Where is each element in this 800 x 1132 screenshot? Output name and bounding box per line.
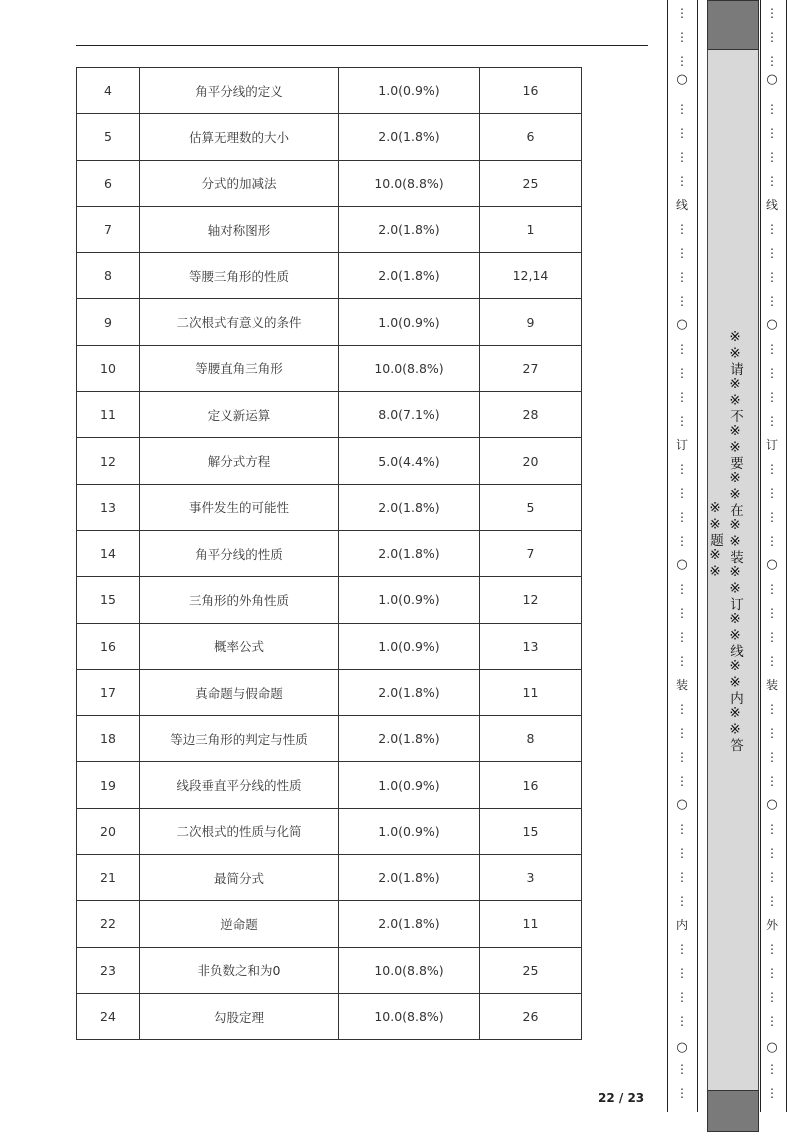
cell-knowledge-point: 定义新运算 (140, 392, 339, 438)
knowledge-point-table (76, 67, 582, 1040)
binding-line-inner-right (697, 0, 698, 1112)
inner-dot: ⋮ (676, 942, 688, 956)
inner-dot: ⋮ (676, 1014, 688, 1028)
cell-index: 5 (77, 114, 140, 160)
inner-dot: ⋮ (676, 150, 688, 164)
table-row (77, 855, 582, 901)
inner-circle-mark: ○ (676, 797, 688, 812)
cell-knowledge-point: 轴对称图形 (140, 206, 339, 252)
cell-index: 18 (77, 716, 140, 762)
inner-dot: ⋮ (676, 774, 688, 788)
outer-dot: ⋮ (766, 174, 778, 188)
cell-question-numbers: 16 (480, 762, 582, 808)
outer-dot: ⋮ (766, 414, 778, 428)
table-row (77, 669, 582, 715)
table-row (77, 392, 582, 438)
cell-knowledge-point: 线段垂直平分线的性质 (140, 762, 339, 808)
outer-label: 线 (765, 198, 778, 212)
outer-dot: ⋮ (766, 54, 778, 68)
cell-knowledge-point: 概率公式 (140, 623, 339, 669)
cell-knowledge-point: 等边三角形的判定与性质 (140, 716, 339, 762)
binding-notice: ※※请※※不※※要※※在※※装※※订※※线※※内※※答※※题※※ (707, 328, 743, 752)
cell-index: 22 (77, 901, 140, 947)
inner-dot: ⋮ (676, 174, 688, 188)
inner-circle-mark: ○ (676, 72, 688, 87)
cell-question-numbers: 25 (480, 947, 582, 993)
cell-question-numbers: 5 (480, 484, 582, 530)
cell-score: 10.0(8.8%) (339, 160, 480, 206)
cell-index: 6 (77, 160, 140, 206)
outer-dot: ⋮ (766, 606, 778, 620)
inner-dot: ⋮ (676, 102, 688, 116)
cell-knowledge-point: 勾股定理 (140, 993, 339, 1039)
cell-question-numbers: 8 (480, 716, 582, 762)
outer-dot: ⋮ (766, 222, 778, 236)
inner-dot: ⋮ (676, 6, 688, 20)
cell-score: 2.0(1.8%) (339, 114, 480, 160)
inner-dot: ⋮ (676, 366, 688, 380)
table-row (77, 530, 582, 576)
outer-dot: ⋮ (766, 822, 778, 836)
cell-score: 2.0(1.8%) (339, 901, 480, 947)
outer-dot: ⋮ (766, 654, 778, 668)
inner-dot: ⋮ (676, 126, 688, 140)
inner-dot: ⋮ (676, 246, 688, 260)
cell-knowledge-point: 解分式方程 (140, 438, 339, 484)
cell-question-numbers: 7 (480, 530, 582, 576)
inner-dot: ⋮ (676, 54, 688, 68)
outer-dot: ⋮ (766, 750, 778, 764)
outer-dot: ⋮ (766, 846, 778, 860)
cell-question-numbers: 1 (480, 206, 582, 252)
inner-dot: ⋮ (676, 822, 688, 836)
outer-dot: ⋮ (766, 894, 778, 908)
table-row (77, 484, 582, 530)
cell-question-numbers: 15 (480, 808, 582, 854)
cell-knowledge-point: 估算无理数的大小 (140, 114, 339, 160)
inner-dot: ⋮ (676, 966, 688, 980)
cell-question-numbers: 6 (480, 114, 582, 160)
outer-dot: ⋮ (766, 774, 778, 788)
inner-dot: ⋮ (676, 606, 688, 620)
cell-question-numbers: 12,14 (480, 253, 582, 299)
cell-score: 2.0(1.8%) (339, 206, 480, 252)
outer-dot: ⋮ (766, 342, 778, 356)
inner-label: 线 (675, 198, 688, 212)
cell-knowledge-point: 非负数之和为0 (140, 947, 339, 993)
cell-knowledge-point: 角平分线的性质 (140, 530, 339, 576)
outer-dot: ⋮ (766, 966, 778, 980)
outer-dot: ⋮ (766, 126, 778, 140)
outer-dot: ⋮ (766, 270, 778, 284)
outer-dot: ⋮ (766, 366, 778, 380)
cell-question-numbers: 11 (480, 669, 582, 715)
outer-dot: ⋮ (766, 246, 778, 260)
inner-dot: ⋮ (676, 702, 688, 716)
cell-score: 2.0(1.8%) (339, 484, 480, 530)
cell-score: 1.0(0.9%) (339, 762, 480, 808)
outer-circle-mark: ○ (766, 72, 778, 87)
outer-cut-line (762, 0, 782, 1110)
binding-block-top (707, 0, 759, 50)
outer-dot: ⋮ (766, 150, 778, 164)
cell-score: 1.0(0.9%) (339, 808, 480, 854)
inner-dot: ⋮ (676, 750, 688, 764)
cell-score: 5.0(4.4%) (339, 438, 480, 484)
cell-knowledge-point: 等腰三角形的性质 (140, 253, 339, 299)
cell-knowledge-point: 真命题与假命题 (140, 669, 339, 715)
cell-knowledge-point: 二次根式的性质与化简 (140, 808, 339, 854)
table-row (77, 206, 582, 252)
cell-index: 17 (77, 669, 140, 715)
cell-score: 10.0(8.8%) (339, 993, 480, 1039)
inner-circle-mark: ○ (676, 557, 688, 572)
cell-knowledge-point: 二次根式有意义的条件 (140, 299, 339, 345)
outer-dot: ⋮ (766, 582, 778, 596)
outer-dot: ⋮ (766, 990, 778, 1004)
inner-dot: ⋮ (676, 870, 688, 884)
cell-knowledge-point: 等腰直角三角形 (140, 345, 339, 391)
table-row (77, 577, 582, 623)
table-row (77, 716, 582, 762)
outer-dot: ⋮ (766, 726, 778, 740)
outer-label: 外 (765, 918, 778, 932)
cell-question-numbers: 12 (480, 577, 582, 623)
outer-dot: ⋮ (766, 510, 778, 524)
table-row (77, 901, 582, 947)
cell-question-numbers: 13 (480, 623, 582, 669)
cell-index: 16 (77, 623, 140, 669)
cell-question-numbers: 11 (480, 901, 582, 947)
inner-dot: ⋮ (676, 30, 688, 44)
cell-index: 10 (77, 345, 140, 391)
table-row (77, 253, 582, 299)
cell-index: 4 (77, 68, 140, 114)
inner-circle-mark: ○ (676, 1040, 688, 1055)
cell-knowledge-point: 事件发生的可能性 (140, 484, 339, 530)
cell-index: 11 (77, 392, 140, 438)
inner-dot: ⋮ (676, 726, 688, 740)
cell-index: 20 (77, 808, 140, 854)
inner-dot: ⋮ (676, 582, 688, 596)
table-row (77, 808, 582, 854)
inner-dot: ⋮ (676, 510, 688, 524)
inner-circle-mark: ○ (676, 317, 688, 332)
inner-dot: ⋮ (676, 1062, 688, 1076)
binding-line-outer-left (760, 0, 761, 1112)
inner-dot: ⋮ (676, 990, 688, 1004)
outer-dot: ⋮ (766, 870, 778, 884)
table-row (77, 623, 582, 669)
cell-index: 23 (77, 947, 140, 993)
outer-dot: ⋮ (766, 702, 778, 716)
cell-index: 7 (77, 206, 140, 252)
inner-dot: ⋮ (676, 222, 688, 236)
cell-index: 24 (77, 993, 140, 1039)
inner-dot: ⋮ (676, 414, 688, 428)
table-row (77, 438, 582, 484)
cell-score: 2.0(1.8%) (339, 253, 480, 299)
cell-question-numbers: 27 (480, 345, 582, 391)
outer-dot: ⋮ (766, 486, 778, 500)
outer-dot: ⋮ (766, 1014, 778, 1028)
outer-circle-mark: ○ (766, 797, 778, 812)
inner-label: 订 (675, 438, 688, 452)
cell-index: 14 (77, 530, 140, 576)
inner-cut-line (672, 0, 692, 1110)
inner-label: 内 (675, 918, 688, 932)
cell-index: 19 (77, 762, 140, 808)
table-row (77, 160, 582, 206)
inner-dot: ⋮ (676, 846, 688, 860)
outer-circle-mark: ○ (766, 557, 778, 572)
table-row (77, 299, 582, 345)
table-row (77, 993, 582, 1039)
cell-question-numbers: 20 (480, 438, 582, 484)
cell-question-numbers: 25 (480, 160, 582, 206)
inner-dot: ⋮ (676, 654, 688, 668)
outer-label: 订 (765, 438, 778, 452)
cell-knowledge-point: 三角形的外角性质 (140, 577, 339, 623)
inner-dot: ⋮ (676, 270, 688, 284)
binding-line-outer-right (786, 0, 787, 1112)
inner-dot: ⋮ (676, 462, 688, 476)
table-row (77, 947, 582, 993)
inner-label: 装 (675, 678, 688, 692)
cell-question-numbers: 9 (480, 299, 582, 345)
outer-dot: ⋮ (766, 942, 778, 956)
inner-dot: ⋮ (676, 486, 688, 500)
inner-dot: ⋮ (676, 342, 688, 356)
cell-score: 2.0(1.8%) (339, 855, 480, 901)
inner-dot: ⋮ (676, 534, 688, 548)
outer-dot: ⋮ (766, 6, 778, 20)
cell-knowledge-point: 分式的加减法 (140, 160, 339, 206)
outer-label: 装 (765, 678, 778, 692)
cell-index: 8 (77, 253, 140, 299)
binding-line-left (667, 0, 668, 1112)
cell-score: 1.0(0.9%) (339, 623, 480, 669)
table-row (77, 114, 582, 160)
outer-dot: ⋮ (766, 390, 778, 404)
outer-dot: ⋮ (766, 102, 778, 116)
cell-question-numbers: 16 (480, 68, 582, 114)
outer-dot: ⋮ (766, 534, 778, 548)
outer-dot: ⋮ (766, 462, 778, 476)
page-number: 22 / 23 (598, 1091, 645, 1105)
cell-index: 13 (77, 484, 140, 530)
inner-dot: ⋮ (676, 894, 688, 908)
cell-question-numbers: 3 (480, 855, 582, 901)
cell-question-numbers: 26 (480, 993, 582, 1039)
inner-dot: ⋮ (676, 294, 688, 308)
cell-index: 9 (77, 299, 140, 345)
cell-score: 2.0(1.8%) (339, 530, 480, 576)
cell-score: 2.0(1.8%) (339, 716, 480, 762)
inner-dot: ⋮ (676, 390, 688, 404)
outer-circle-mark: ○ (766, 1040, 778, 1055)
outer-dot: ⋮ (766, 1086, 778, 1100)
cell-score: 8.0(7.1%) (339, 392, 480, 438)
outer-dot: ⋮ (766, 1062, 778, 1076)
inner-dot: ⋮ (676, 1086, 688, 1100)
cell-score: 1.0(0.9%) (339, 299, 480, 345)
cell-score: 1.0(0.9%) (339, 68, 480, 114)
table-row (77, 762, 582, 808)
inner-dot: ⋮ (676, 630, 688, 644)
cell-knowledge-point: 最简分式 (140, 855, 339, 901)
table-row (77, 345, 582, 391)
cell-index: 12 (77, 438, 140, 484)
outer-dot: ⋮ (766, 630, 778, 644)
binding-block-bottom (707, 1090, 759, 1132)
header-rule (76, 45, 648, 46)
cell-index: 15 (77, 577, 140, 623)
cell-index: 21 (77, 855, 140, 901)
outer-circle-mark: ○ (766, 317, 778, 332)
cell-score: 10.0(8.8%) (339, 947, 480, 993)
outer-dot: ⋮ (766, 30, 778, 44)
cell-score: 1.0(0.9%) (339, 577, 480, 623)
table-row (77, 68, 582, 114)
cell-score: 10.0(8.8%) (339, 345, 480, 391)
cell-score: 2.0(1.8%) (339, 669, 480, 715)
cell-knowledge-point: 角平分线的定义 (140, 68, 339, 114)
outer-dot: ⋮ (766, 294, 778, 308)
cell-knowledge-point: 逆命题 (140, 901, 339, 947)
cell-question-numbers: 28 (480, 392, 582, 438)
